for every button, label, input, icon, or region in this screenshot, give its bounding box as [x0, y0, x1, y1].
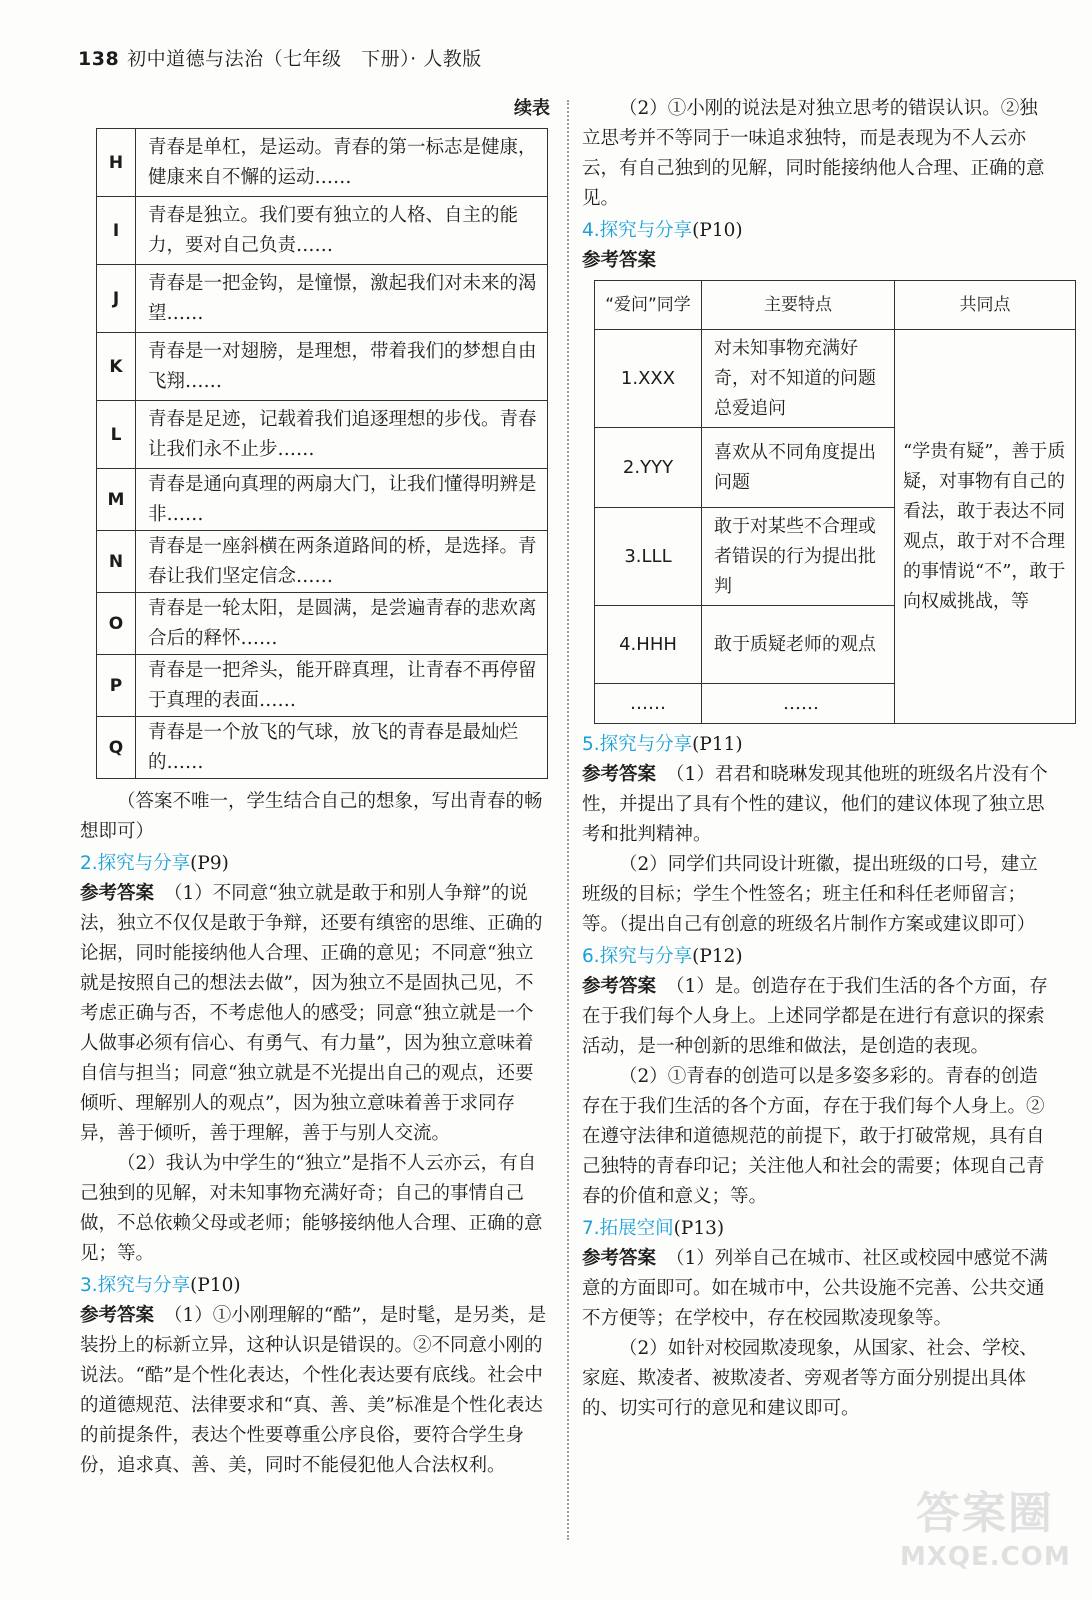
column-header: “爱问”同学 — [595, 281, 702, 330]
section-title: 探究与分享 — [599, 220, 693, 241]
section-number: 7. — [582, 1218, 600, 1239]
book-title: 初中道德与法治（七年级 下册）· 人教版 — [127, 48, 482, 70]
student-name: …… — [595, 684, 702, 724]
student-name: 1.XXX — [595, 330, 702, 428]
table-row — [97, 197, 548, 265]
student-feature: 对未知事物充满好奇，对不知道的问题总爱追问 — [702, 330, 895, 428]
reference-answer-label: 参考答案 — [582, 976, 657, 997]
table-row — [97, 593, 548, 655]
answer-paragraph: （1）①小刚理解的“酷”，是时髦，是另类，是装扮上的标新立异，这种认识是错误的。②不同意小刚的说法。“酷”是个性化表达，个性化表达要有底线。社会中的道德规范、法律要求和“真、善、美”标准是个性化表达的前提条件，表达个性要尊重公序良俗，要符合学生身份，追求真、善、美，同时不能侵犯他人合法权利。 — [80, 1305, 547, 1476]
answer-paragraph: （1）不同意“独立就是敢于和别人争辩”的说法，独立不仅仅是敢于争辩，还要有缜密的思维、正确的论据，同时能接纳他人合理、正确的意见；不同意“独立就是按照自己的想法去做”，因为独立不是固执己见，不考虑正确与否，不考虑他人的感受；同意“独立就是一个人做事必须有信心、有勇气、有力量”，因为独立意味着自信与担当；同意“独立就是不光提出自己的观点，还要倾听、理解别人的观点”，因为独立意味着善于求同存异，善于倾听，善于理解，善于与别人交流。 — [80, 883, 543, 1144]
section-number: 3. — [80, 1275, 98, 1296]
row-text: 青春是单杠，是运动。青春的第一标志是健康，健康来自不懈的运动…… — [136, 129, 548, 197]
table-row — [97, 129, 548, 197]
student-name: 3.LLL — [595, 508, 702, 606]
section-title: 探究与分享 — [599, 734, 693, 755]
reference-answer-label: 参考答案 — [582, 764, 657, 785]
section-page: (P11) — [692, 734, 743, 755]
common-trait: “学贵有疑”，善于质疑，对事物有自己的看法，敢于表达不同观点，敢于对不合理的事情说“不”，敢于向权威挑战，等 — [895, 330, 1076, 724]
table-row — [97, 655, 548, 717]
answer-paragraph: （2）①青春的创造可以是多姿多彩的。青春的创造存在于我们生活的各个方面，存在于我们每个人身上。②在遵守法律和道德规范的前提下，敢于打破常规，具有自己独特的青春印记；关注他人和社会的需要；体现自己青春的价值和意义；等。 — [582, 1066, 1045, 1207]
answer-paragraph: （2）我认为中学生的“独立”是指不人云亦云，有自己独到的见解，对未知事物充满好奇；自己的事情自己做，不总依赖父母或老师；能够接纳他人合理、正确的意见；等。 — [80, 1153, 543, 1264]
row-letter: O — [97, 593, 136, 655]
answer-paragraph: （1）君君和晓琳发现其他班的班级名片没有个性，并提出了具有个性的建议，他们的建议体现了独立思考和批判精神。 — [582, 764, 1048, 845]
table-row — [97, 717, 548, 779]
reference-answer-label: 参考答案 — [582, 1248, 657, 1269]
youth-table — [96, 128, 548, 779]
row-letter: N — [97, 531, 136, 593]
answer-paragraph: （1）列举自己在城市、社区或校园中感觉不满意的方面即可。如在城市中，公共设施不完善、公共交通不方便等；在学校中，存在校园欺凌现象等。 — [582, 1248, 1048, 1329]
row-letter: Q — [97, 717, 136, 779]
watermark-text: 答案圈 — [916, 1488, 1054, 1539]
student-feature: 敢于质疑老师的观点 — [702, 606, 895, 684]
table-row — [97, 531, 548, 593]
row-text: 青春是独立。我们要有独立的人格、自主的能力，要对自己负责…… — [136, 197, 548, 265]
section-title: 探究与分享 — [97, 1275, 191, 1296]
section-page: (P12) — [692, 946, 743, 967]
continued-label: 续表 — [514, 98, 550, 119]
answer-paragraph: （2）同学们共同设计班徽，提出班级的口号，建立班级的目标；学生个性签名；班主任和科任老师留言；等。（提出自己有创意的班级名片制作方案或建议即可） — [582, 854, 1038, 935]
left-column — [80, 94, 550, 1481]
column-header: 主要特点 — [702, 281, 895, 330]
section-2 — [80, 849, 550, 1269]
section-7 — [582, 1214, 1052, 1424]
section-number: 2. — [80, 853, 98, 874]
row-letter: H — [97, 129, 136, 197]
column-divider — [567, 100, 569, 1540]
page-number: 138 — [78, 48, 120, 70]
section-number: 6. — [582, 946, 600, 967]
section-page: (P13) — [673, 1218, 725, 1239]
table-note: （答案不唯一，学生结合自己的想象，写出青春的畅想即可） — [80, 791, 543, 842]
section-page: (P10) — [692, 220, 743, 241]
watermark-url: MXQE.COM — [900, 1542, 1071, 1572]
row-text: 青春是一对翅膀，是理想，带着我们的梦想自由飞翔…… — [136, 333, 548, 401]
reference-answer-label: 参考答案 — [582, 250, 657, 271]
row-text: 青春是一把斧头，能开辟真理，让青春不再停留于真理的表面…… — [136, 655, 548, 717]
section-3 — [80, 1271, 550, 1481]
row-letter: K — [97, 333, 136, 401]
row-text: 青春是足迹，记载着我们追逐理想的步伐。青春让我们永不止步…… — [136, 401, 548, 469]
section-number: 4. — [582, 220, 600, 241]
row-letter: L — [97, 401, 136, 469]
row-letter: J — [97, 265, 136, 333]
answer-paragraph: （2）①小刚的说法是对独立思考的错误认识。②独立思考并不等同于一味追求独特，而是表现为不人云亦云，有自己独到的见解，同时能接纳他人合理、正确的意见。 — [582, 98, 1045, 209]
row-text: 青春是通向真理的两扇大门，让我们懂得明辨是非…… — [136, 469, 548, 531]
table-row — [97, 469, 548, 531]
row-text: 青春是一个放飞的气球，放飞的青春是最灿烂的…… — [136, 717, 548, 779]
table-row — [97, 401, 548, 469]
row-letter: M — [97, 469, 136, 531]
section-title: 探究与分享 — [97, 853, 191, 874]
questioner-table — [594, 280, 1076, 724]
section-page: (P9) — [190, 853, 229, 874]
answer-paragraph: （1）是。创造存在于我们生活的各个方面，存在于我们每个人身上。上述同学都是在进行有意识的探索活动，是一种创新的思维和做法，是创造的表现。 — [582, 976, 1048, 1057]
reference-answer-label: 参考答案 — [80, 1305, 155, 1326]
section-title: 拓展空间 — [599, 1218, 674, 1239]
table-row — [595, 330, 1076, 428]
section-6 — [582, 942, 1052, 1212]
row-letter: P — [97, 655, 136, 717]
row-text: 青春是一轮太阳，是圆满，是尝遍青春的悲欢离合后的释怀…… — [136, 593, 548, 655]
section-page: (P10) — [190, 1275, 241, 1296]
section-title: 探究与分享 — [599, 946, 693, 967]
student-feature: 敢于对某些不合理或者错误的行为提出批判 — [702, 508, 895, 606]
table-header-row — [595, 281, 1076, 330]
watermark-logo — [900, 1488, 1070, 1588]
row-text: 青春是一把金钩，是憧憬，激起我们对未来的渴望…… — [136, 265, 548, 333]
column-header: 共同点 — [895, 281, 1076, 330]
student-name: 2.YYY — [595, 428, 702, 508]
section-4 — [582, 216, 1066, 724]
reference-answer-label: 参考答案 — [80, 883, 155, 904]
answer-paragraph: （2）如针对校园欺凌现象，从国家、社会、学校、家庭、欺凌者、被欺凌者、旁观者等方面分别提出具体的、切实可行的意见和建议即可。 — [582, 1338, 1038, 1419]
table-row — [97, 265, 548, 333]
row-text: 青春是一座斜横在两条道路间的桥，是选择。青春让我们坚定信念…… — [136, 531, 548, 593]
right-column — [582, 94, 1066, 1424]
student-feature: …… — [702, 684, 895, 724]
section-5 — [582, 730, 1052, 940]
table-row — [97, 333, 548, 401]
student-feature: 喜欢从不同角度提出问题 — [702, 428, 895, 508]
section-number: 5. — [582, 734, 600, 755]
page-header — [78, 44, 482, 71]
student-name: 4.HHH — [595, 606, 702, 684]
row-letter: I — [97, 197, 136, 265]
